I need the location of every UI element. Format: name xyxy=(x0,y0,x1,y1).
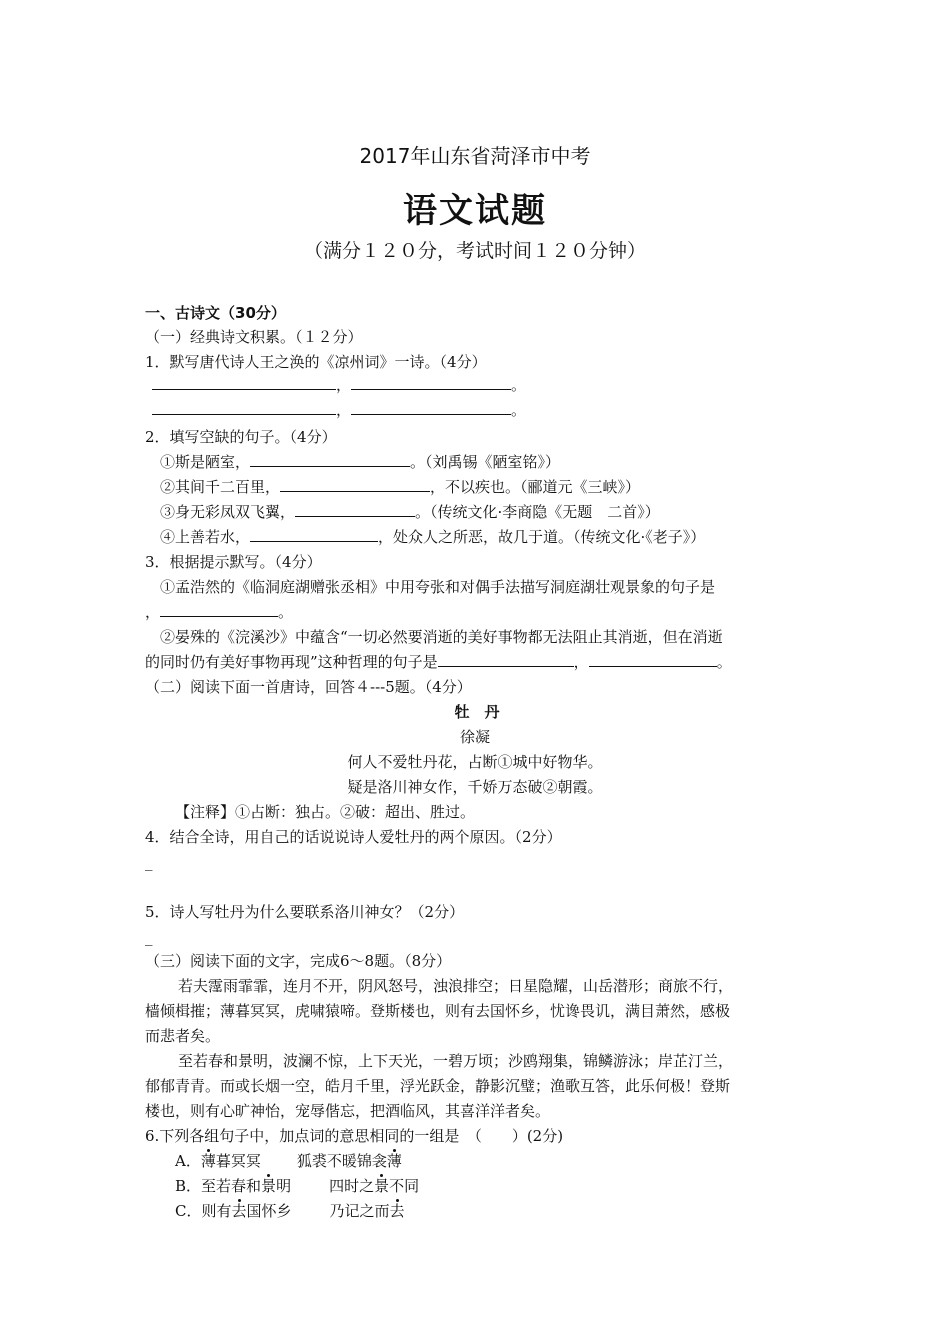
q2-item-2: ②其间千二百里， ，不以疾也。（郦道元《三峡》） xyxy=(160,478,641,496)
part2-heading: （二）阅读下面一首唐诗，回答４---5题。（4分） xyxy=(145,678,472,696)
passage-line: 郁郁青青。而或长烟一空，皓月千里，浮光跃金，静影沉璧；渔歌互答，此乐何极！登斯 xyxy=(145,1077,731,1095)
q2-item-3: ③身无彩凤双飞翼， 。（传统文化·李商隐《无题 二首》） xyxy=(160,503,660,521)
q2-stem: 2．填写空缺的句子。（4分） xyxy=(145,428,337,446)
q4-stem: 4．结合全诗，用自己的话说说诗人爱牡丹的两个原因。（2分） xyxy=(145,828,562,846)
q2-item-1: ①斯是陋室， 。（刘禹锡《陋室铭》） xyxy=(160,453,561,471)
dotted-word: 去 xyxy=(231,1202,247,1220)
q6-option-c[interactable]: C．则有去国怀乡 乃记之而去 xyxy=(175,1202,405,1220)
passage-line: 樯倾楫摧；薄暮冥冥，虎啸猿啼。登斯楼也，则有去国怀乡，忧谗畏讥，满目萧然，感极 xyxy=(145,1002,731,1020)
answer-blank[interactable] xyxy=(152,375,336,390)
q1-stem: 1．默写唐代诗人王之涣的《凉州词》一诗。（4分） xyxy=(145,353,487,371)
q1-blank-row-1: ， 。 xyxy=(152,375,526,395)
q3-item-1-line-2: ， 。 xyxy=(145,603,294,621)
poem-note: 【注释】①占断：独占。②破：超出、胜过。 xyxy=(175,803,476,821)
q6-option-a[interactable]: A．薄暮冥冥 狐裘不暖锦衾薄 xyxy=(175,1152,402,1170)
q3-item-2-line-1: ②晏殊的《浣溪沙》中蕴含“一切必然要消逝的美好事物都无法阻止其消逝，但在消逝 xyxy=(160,628,723,646)
dotted-word: 景 xyxy=(261,1177,277,1195)
q5-stem: 5．诗人写牡丹为什么要联系洛川神女？（2分） xyxy=(145,903,465,921)
part3-heading: （三）阅读下面的文字，完成6～8题。（8分） xyxy=(145,952,452,970)
exam-info: （满分１２０分，考试时间１２０分钟） xyxy=(303,240,646,262)
poem-line-2: 疑是洛川神女作，千娇万态破②朝霞。 xyxy=(347,778,603,796)
q1-blank-row-2: ， 。 xyxy=(152,400,526,420)
q6-stem: 6.下列各组句子中，加点词的意思相同的一组是 （ ）(2分) xyxy=(145,1127,564,1145)
q4-answer-area[interactable]: _ xyxy=(145,853,153,871)
answer-blank[interactable] xyxy=(438,652,574,667)
answer-blank[interactable] xyxy=(160,602,278,617)
dotted-word: 景 xyxy=(374,1177,390,1195)
q3-stem: 3．根据提示默写。（4分） xyxy=(145,553,322,571)
answer-blank[interactable] xyxy=(351,400,511,415)
q6-option-b[interactable]: B．至若春和景明 四时之景不同 xyxy=(175,1177,420,1195)
poem-title: 牡 丹 xyxy=(454,703,500,721)
part1-heading: （一）经典诗文积累。（１２分） xyxy=(145,328,363,346)
q3-item-2-line-2: 的同时仍有美好事物再现”这种哲理的句子是 ， 。 xyxy=(145,653,732,671)
q5-answer-area[interactable]: _ xyxy=(145,928,153,946)
q2-item-4: ④上善若水， ，处众人之所恶，故几于道。（传统文化·《老子》） xyxy=(160,528,706,546)
passage-line: 楼也，则有心旷神怡，宠辱偕忘，把酒临风，其喜洋洋者矣。 xyxy=(145,1102,551,1120)
answer-blank[interactable] xyxy=(589,652,717,667)
answer-blank[interactable] xyxy=(351,375,511,390)
answer-blank[interactable] xyxy=(250,452,410,467)
dotted-word: 薄 xyxy=(386,1152,402,1170)
q3-item-1-line-1: ①孟浩然的《临洞庭湖赠张丞相》中用夸张和对偶手法描写洞庭湖壮观景象的句子是 xyxy=(160,578,716,596)
poem-author: 徐凝 xyxy=(459,728,490,746)
answer-blank[interactable] xyxy=(250,527,378,542)
answer-blank[interactable] xyxy=(280,477,430,492)
dotted-word: 去 xyxy=(389,1202,405,1220)
passage-line: 而悲者矣。 xyxy=(145,1027,221,1045)
subject-title: 语文试题 xyxy=(403,191,547,231)
section-heading: 一、古诗文（30分） xyxy=(145,304,286,322)
dotted-word: 薄 xyxy=(200,1152,216,1170)
passage-line: 至若春和景明，波澜不惊，上下天光，一碧万顷；沙鸥翔集，锦鳞游泳；岸芷汀兰， xyxy=(178,1052,734,1070)
answer-blank[interactable] xyxy=(152,400,336,415)
answer-blank[interactable] xyxy=(295,502,415,517)
poem-line-1: 何人不爱牡丹花，占断①城中好物华。 xyxy=(347,753,603,771)
passage-line: 若夫霪雨霏霏，连月不开，阴风怒号，浊浪排空；日星隐耀，山岳潜形；商旅不行， xyxy=(178,977,734,995)
exam-source-title: 2017年山东省菏泽市中考 xyxy=(359,144,591,168)
